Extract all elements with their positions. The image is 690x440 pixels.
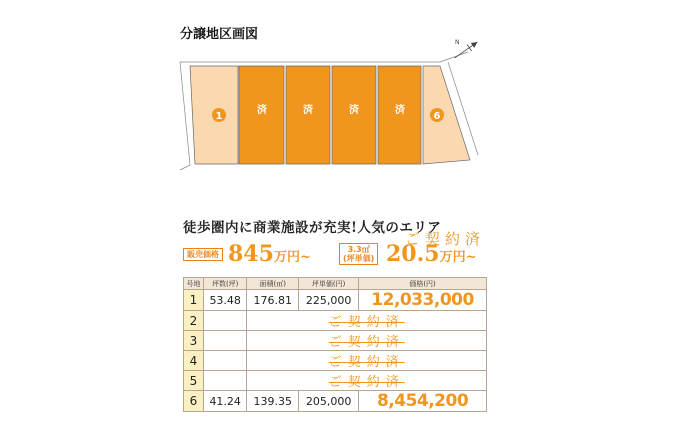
lot-map bbox=[0, 0, 690, 200]
table-row bbox=[184, 290, 487, 311]
header-tsubo: 坪数(坪) bbox=[204, 278, 247, 290]
cell-price: 8,454,200 bbox=[359, 391, 487, 412]
lot-table bbox=[183, 277, 487, 412]
cell-no: 3 bbox=[184, 331, 204, 351]
sales-price-label: 販売価格 bbox=[183, 248, 223, 261]
header-price: 価格(円) bbox=[359, 278, 487, 290]
cell-tsubo bbox=[204, 371, 247, 391]
unit-price-value: 20.5 bbox=[386, 241, 440, 267]
table-row bbox=[184, 371, 487, 391]
cell-tsubo: 53.48 bbox=[204, 290, 247, 311]
cell-unit-price: 205,000 bbox=[299, 391, 359, 412]
sales-price-unit: 万円~ bbox=[273, 250, 311, 265]
north-label: N bbox=[455, 39, 460, 46]
header-unit-price: 坪単価(円) bbox=[299, 278, 359, 290]
cell-no: 6 bbox=[184, 391, 204, 412]
table-row bbox=[184, 331, 487, 351]
cell-tsubo bbox=[204, 351, 247, 371]
road-line-corner bbox=[180, 165, 190, 170]
cell-price: 12,033,000 bbox=[359, 290, 487, 311]
cell-no: 5 bbox=[184, 371, 204, 391]
cell-sold: ご契約済 bbox=[247, 311, 487, 331]
lot-6-label: 6 bbox=[433, 111, 441, 122]
lot-3-label: 済 bbox=[303, 105, 313, 116]
lot-2-label: 済 bbox=[257, 105, 267, 116]
cell-no: 1 bbox=[184, 290, 204, 311]
cell-no: 4 bbox=[184, 351, 204, 371]
table-row bbox=[184, 311, 487, 331]
unit-price-unit: 万円~ bbox=[439, 250, 477, 265]
sales-price bbox=[228, 241, 311, 267]
cell-tsubo bbox=[204, 311, 247, 331]
road-line-left bbox=[180, 62, 190, 165]
header-no: 号地 bbox=[184, 278, 204, 290]
cell-sold: ご契約済 bbox=[247, 371, 487, 391]
cell-sold: ご契約済 bbox=[247, 331, 487, 351]
table-row bbox=[184, 351, 487, 371]
contract-stamp: ご契約済 bbox=[405, 230, 486, 248]
cell-tsubo bbox=[204, 331, 247, 351]
unit-price-label-line2: (坪単価) bbox=[343, 254, 375, 263]
header-area: 面積(㎡) bbox=[247, 278, 299, 290]
lot-5-label: 済 bbox=[395, 105, 405, 116]
cell-tsubo: 41.24 bbox=[204, 391, 247, 412]
sales-price-value: 845 bbox=[228, 241, 274, 267]
headline: 徒歩圏内に商業施設が充実!人気のエリア bbox=[183, 220, 442, 236]
table-row bbox=[184, 391, 487, 412]
cell-sold: ご契約済 bbox=[247, 351, 487, 371]
cell-area: 139.35 bbox=[247, 391, 299, 412]
table-header-row bbox=[184, 278, 487, 290]
unit-price-label bbox=[339, 243, 378, 265]
unit-price-label-line1: 3.3㎡ bbox=[347, 245, 370, 254]
lot-4-label: 済 bbox=[349, 105, 359, 116]
cell-no: 2 bbox=[184, 311, 204, 331]
cell-unit-price: 225,000 bbox=[299, 290, 359, 311]
road-line-top-right bbox=[440, 52, 468, 62]
lot-1-label: 1 bbox=[215, 111, 223, 122]
cell-area: 176.81 bbox=[247, 290, 299, 311]
unit-price bbox=[386, 241, 477, 267]
page-title: 分譲地区画図 bbox=[180, 27, 259, 42]
